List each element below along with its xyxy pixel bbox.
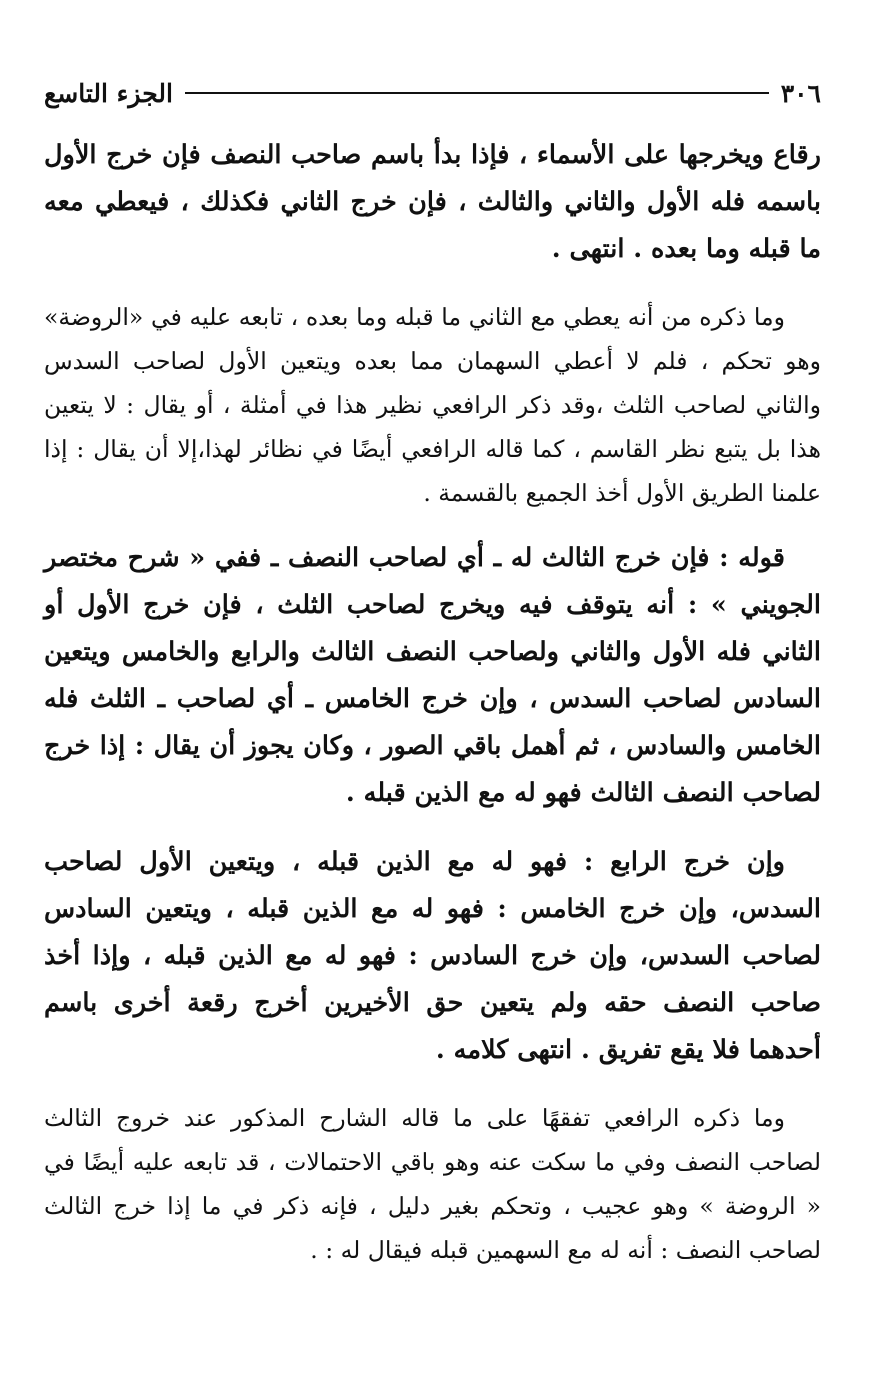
- running-header: [44, 72, 821, 114]
- page-number: ٣٠٦: [780, 78, 821, 108]
- book-page: [44, 72, 821, 1272]
- paragraph-1: رقاع ويخرجها على الأسماء ، فإذا بدأ باسم صاحب النصف فإن خرج الأول باسمه فله الأول والثاني والثالث ، فإن خرج الثاني فكذلك ، فيعطي معه ما قبله وما بعده . انتهى .: [44, 140, 821, 264]
- chapter-title: الجزء التاسع: [44, 78, 173, 108]
- paragraph-4: وإن خرج الرابع : فهو له مع الذين قبله ، ويتعين الأول لصاحب السدس، وإن خرج الخامس : فهو له مع الذين قبله ، ويتعين السادس لصاحب السدس، وإن خرج السادس : فهو له مع الذين قبله ، وإذا أخذ صاحب النصف حقه ولم يتعين حق الأخيرين أخرج رقعة أخرى باسم أحدهما فلا يقع تفريق . انتهى كلامه .: [44, 847, 822, 1065]
- paragraph-3: قوله : فإن خرج الثالث له ـ أي لصاحب النصف ـ ففي « شرح مختصر الجويني » : أنه يتوقف فيه ويخرج لصاحب الثلث ، فإن خرج الأول أو الثاني فله الأول والثاني ولصاحب النصف الثالث والرابع والخامس ويتعين السادس لصاحب السدس ، وإن خرج الخامس ـ أي لصاحب ـ الثلث فله الخامس والسادس ، ثم أهمل باقي الصور ، وكان يجوز أن يقال : إذا خرج لصاحب النصف الثالث فهو له مع الذين قبله .: [44, 543, 821, 808]
- header-rule: [185, 92, 769, 94]
- paragraph-5: وما ذكره الرافعي تفقهًا على ما قاله الشارح المذكور عند خروج الثالث لصاحب النصف وفي ما سكت عنه وهو باقي الاحتمالات ، قد تابعه عليه أيضًا في « الروضة » وهو عجيب ، وتحكم بغير دليل ، فإنه ذكر في ما إذا خرج الثالث لصاحب النصف : أنه له مع السهمين قبله فيقال له : .: [44, 1104, 821, 1264]
- paragraph-2: وما ذكره من أنه يعطي مع الثاني ما قبله وما بعده ، تابعه عليه في «الروضة» وهو تحكم ، فلم لا أعطي السهمان مما بعده ويتعين الأول لصاحب السدس والثاني لصاحب الثلث ،وقد ذكر الرافعي نظير هذا في أمثلة ، أو يقال : لا يتعين هذا بل يتبع نظر القاسم ، كما قاله الرافعي أيضًا في نظائر لهذا،إلا أن يقال : إذا علمنا الطريق الأول أخذ الجميع بالقسمة .: [44, 303, 821, 507]
